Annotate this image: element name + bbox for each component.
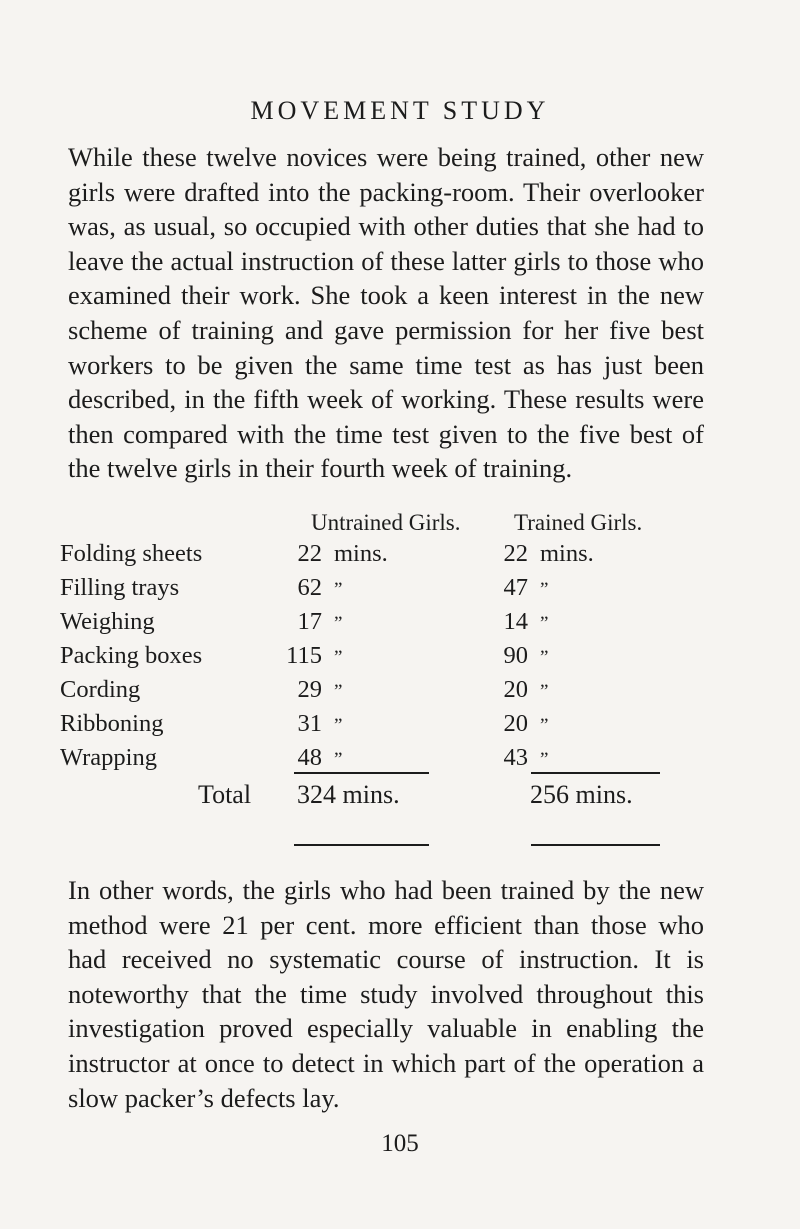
- ditto-mark: ”: [334, 647, 343, 668]
- total-rule-untrained: [294, 844, 429, 846]
- running-head: MOVEMENT STUDY: [250, 96, 550, 125]
- row-label: Filling trays: [60, 574, 180, 601]
- row-label: Wrapping: [60, 744, 157, 771]
- ditto-mark: ”: [334, 579, 343, 600]
- row-label: Weighing: [60, 608, 155, 635]
- trained-value: 90: [503, 642, 528, 669]
- trained-value: 20: [503, 710, 528, 737]
- trained-value: 47: [503, 574, 528, 601]
- table-row: [0, 676, 800, 710]
- trained-value: 20: [503, 676, 528, 703]
- ditto-mark: ”: [334, 613, 343, 634]
- trained-value: 43: [503, 744, 528, 771]
- untrained-value: 62: [297, 574, 322, 601]
- total-rule-trained: [531, 844, 660, 846]
- row-label: Ribboning: [60, 710, 164, 737]
- ditto-mark: ”: [334, 749, 343, 770]
- paragraph-conclusion: In other words, the girls who had been trained by the new method were 21 per cent. more efficient than those who had received no systematic course of instruction. It is noteworthy that the time study involved throughout this investigation proved especially valuable in enabling the instructor at once to detect in which part of the operation a slow packer’s defects lay.: [68, 875, 704, 1113]
- ditto-mark: ”: [540, 579, 549, 600]
- total-label: Total: [198, 780, 252, 809]
- trained-value: 14: [503, 608, 528, 635]
- untrained-value: 31: [297, 710, 322, 737]
- total-untrained: 324 mins.: [297, 780, 400, 809]
- row-label: Cording: [60, 676, 141, 703]
- untrained-value: 48: [297, 744, 322, 771]
- untrained-value: 17: [297, 608, 322, 635]
- trained-unit: mins.: [540, 540, 594, 567]
- ditto-mark: ”: [540, 681, 549, 702]
- table-row: [0, 642, 800, 676]
- sum-rule-trained: [531, 772, 660, 774]
- untrained-value: 115: [286, 642, 322, 669]
- table-row: [0, 608, 800, 642]
- column-header-trained: Trained Girls.: [514, 510, 643, 535]
- paragraph-intro: While these twelve novices were being trained, other new girls were drafted into the packing-room. Their overlooker was, as usual, so occupied with other duties that she had to leave the actual instruction of these latter girls to those who examined their work. She took a keen interest in the new scheme of training and gave permission for her five best workers to be given the same time test as has just been described, in the fifth week of working. These results were then compared with the time test given to the five best of the twelve girls in their fourth week of training.: [68, 142, 704, 484]
- table-row: [0, 574, 800, 608]
- table-row: [0, 540, 800, 574]
- table-row: [0, 710, 800, 744]
- ditto-mark: ”: [540, 715, 549, 736]
- untrained-value: 22: [297, 540, 322, 567]
- total-trained: 256 mins.: [530, 780, 633, 809]
- column-header-untrained: Untrained Girls.: [311, 510, 461, 535]
- ditto-mark: ”: [334, 681, 343, 702]
- row-label: Folding sheets: [60, 540, 203, 567]
- ditto-mark: ”: [540, 613, 549, 634]
- untrained-value: 29: [297, 676, 322, 703]
- untrained-unit: mins.: [334, 540, 388, 567]
- trained-value: 22: [503, 540, 528, 567]
- sum-rule-untrained: [294, 772, 429, 774]
- page-number: 105: [381, 1130, 419, 1157]
- row-label: Packing boxes: [60, 642, 203, 669]
- ditto-mark: ”: [334, 715, 343, 736]
- ditto-mark: ”: [540, 749, 549, 770]
- ditto-mark: ”: [540, 647, 549, 668]
